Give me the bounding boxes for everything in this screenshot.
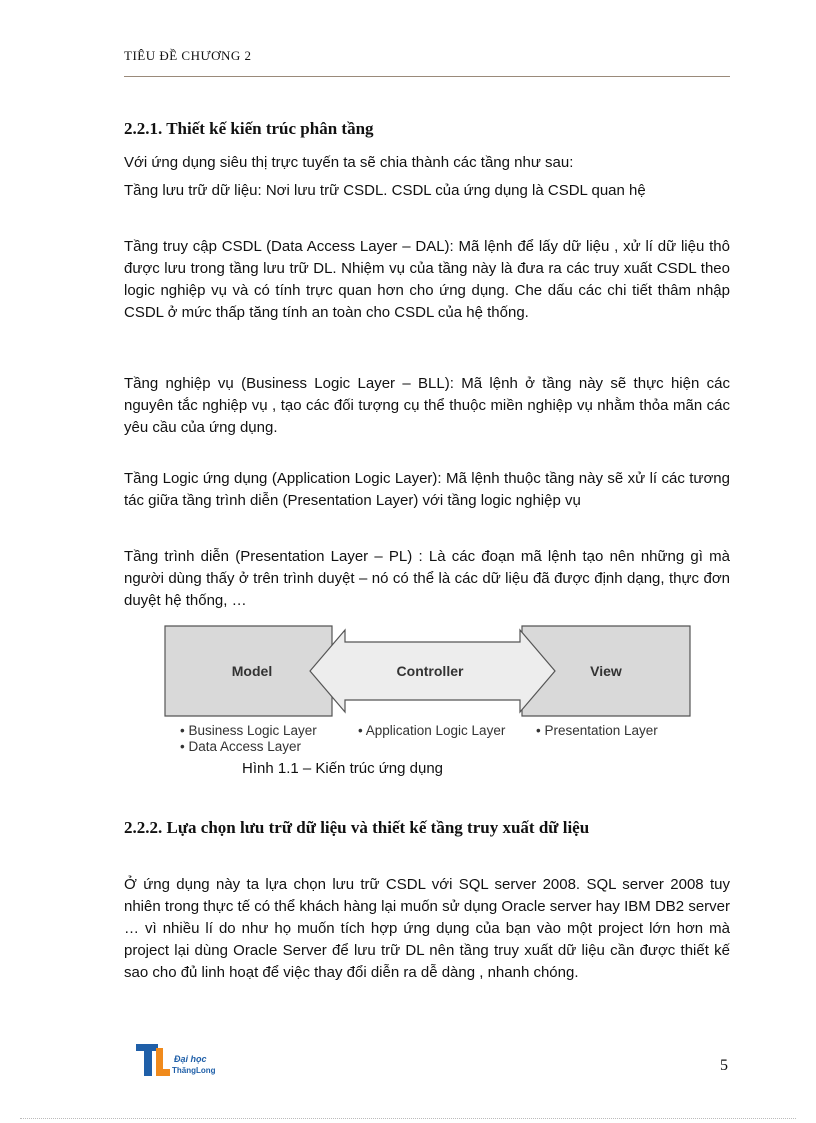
architecture-diagram bbox=[160, 620, 700, 760]
logo-text-line2: ThăngLong bbox=[172, 1066, 216, 1075]
bullet-application-logic-layer: • Application Logic Layer bbox=[358, 723, 506, 738]
section-heading-2-2-1: 2.2.1. Thiết kế kiến trúc phân tầng bbox=[124, 119, 374, 138]
controller-label: Controller bbox=[396, 663, 464, 679]
figure-caption: Hình 1.1 – Kiến trúc ứng dụng bbox=[242, 760, 444, 777]
bullet-business-logic-layer: • Business Logic Layer bbox=[180, 723, 317, 738]
bullet-data-access-layer: • Data Access Layer bbox=[180, 739, 302, 754]
sql-server-paragraph: Ở ứng dụng này ta lựa chọn lưu trữ CSDL với SQL server 2008. SQL server 2008 tuy nhiên trong thực tế có thể khách hàng lại muốn sử dụng Oracle server hay IBM DB2 server … vì nhiều lí do như họ muốn tích hợp ứng dụng của bạn vào một project lớn hơn mà project lại dùng Oracle Server để lưu trữ DL nên tầng truy xuất dữ liệu cần được thiết kế sao cho đủ linh hoạt để việc thay đổi diễn ra dễ dàng , nhanh chóng. bbox=[124, 876, 730, 981]
view-label: View bbox=[590, 663, 622, 679]
app-logic-paragraph: Tầng Logic ứng dụng (Application Logic Layer): Mã lệnh thuộc tầng này sẽ xử lí các tương tác giữa tầng trình diễn (Presentation Layer) với tầng logic nghiệp vụ bbox=[124, 470, 730, 509]
chapter-header: TIÊU ĐỀ CHƯƠNG 2 bbox=[124, 48, 252, 63]
logo-text-line1: Đại học bbox=[174, 1054, 207, 1064]
storage-layer-paragraph: Tầng lưu trữ dữ liệu: Nơi lưu trữ CSDL. CSDL của ứng dụng là CSDL quan hệ bbox=[124, 182, 646, 199]
page-number: 5 bbox=[720, 1057, 728, 1074]
bll-paragraph: Tầng nghiệp vụ (Business Logic Layer – BLL): Mã lệnh ở tầng này sẽ thực hiện các nguyên tắc nghiệp vụ , tạo các đối tượng cụ thể thuộc miền nghiệp vụ nhằm thỏa mãn các yêu cầu của ứng dụng. bbox=[124, 375, 730, 436]
intro-paragraph: Với ứng dụng siêu thị trực tuyến ta sẽ chia thành các tầng như sau: bbox=[124, 154, 574, 171]
section-heading-2-2-2: 2.2.2. Lựa chọn lưu trữ dữ liệu và thiết kế tầng truy xuất dữ liệu bbox=[124, 818, 590, 837]
dal-paragraph: Tầng truy cập CSDL (Data Access Layer – DAL): Mã lệnh để lấy dữ liệu , xử lí dữ liệu thô được lưu trong tầng lưu trữ DL. Nhiệm vụ của tầng này là đưa ra các truy xuất CSDL theo logic nghiệp vụ và có tính trực quan hơn cho ứng dụng. Che dấu các chi tiết thâm nhập CSDL ở mức thấp tăng tính an toàn cho CSDL của hệ thống. bbox=[124, 238, 730, 321]
university-logo bbox=[136, 1042, 226, 1078]
bullet-presentation-layer: • Presentation Layer bbox=[536, 723, 658, 738]
header-rule bbox=[124, 76, 730, 77]
presentation-paragraph: Tầng trình diễn (Presentation Layer – PL) : Là các đoạn mã lệnh tạo nên những gì mà người dùng thấy ở trên trình duyệt – nó có thể là các dữ liệu đã được định dạng, thực đơn duyệt hệ thống, … bbox=[124, 548, 730, 609]
page-bottom-border bbox=[20, 1118, 796, 1119]
model-label: Model bbox=[231, 663, 273, 679]
